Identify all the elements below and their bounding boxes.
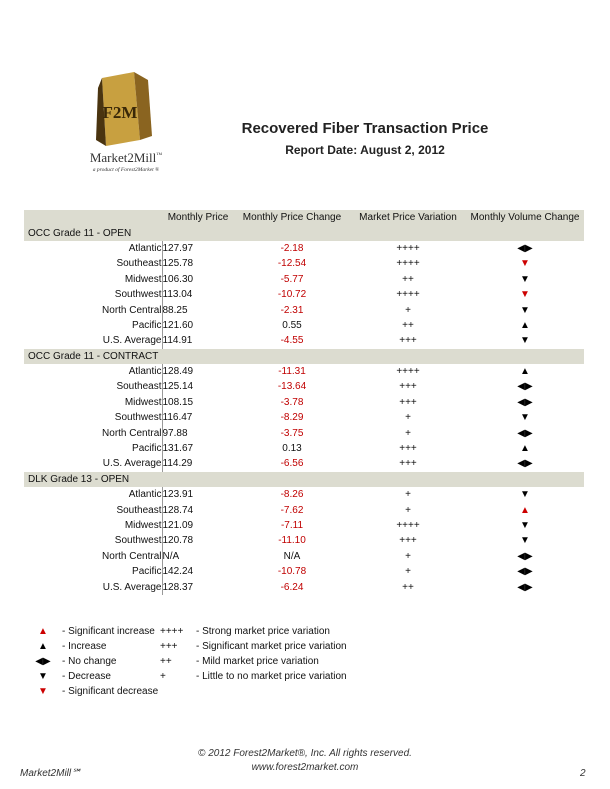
price-cell: 128.74 (162, 504, 194, 516)
region-cell: Southwest (24, 287, 162, 302)
variation-cell: + (405, 412, 411, 424)
decrease-icon: ▼ (520, 412, 530, 424)
table-row (24, 379, 584, 394)
significant-increase-icon: ▲ (520, 504, 530, 516)
col-monthly-price-change: Monthly Price Change (234, 210, 350, 225)
legend-symbol-significant-increase-icon: ▲ (38, 626, 48, 637)
price-cell: 106.30 (162, 273, 194, 285)
table-row (24, 502, 584, 517)
price-change-cell: -7.11 (280, 520, 304, 531)
legend-variation-code: + (160, 671, 166, 682)
no-change-icon: ◀▶ (517, 381, 533, 393)
table-body (24, 225, 584, 594)
price-cell: 88.25 (162, 304, 188, 316)
price-change-cell: -8.26 (280, 489, 304, 501)
variation-cell: ++ (402, 319, 414, 331)
legend-volume-label: - Significant decrease (62, 686, 159, 697)
page-title: Recovered Fiber Transaction Price (241, 120, 489, 137)
variation-cell: ++ (402, 581, 414, 593)
price-cell: 128.49 (162, 366, 194, 378)
variation-cell: + (405, 566, 411, 578)
variation-cell: +++ (399, 458, 417, 470)
no-change-icon: ◀▶ (517, 427, 533, 439)
price-change-cell: -11.31 (278, 366, 306, 378)
variation-cell: +++ (399, 335, 417, 347)
col-monthly-price: Monthly Price (162, 210, 234, 225)
variation-cell: ++++ (396, 289, 420, 301)
legend-variation-label: - Mild market price variation (196, 656, 319, 667)
table-row (24, 364, 584, 379)
no-change-icon: ◀▶ (517, 566, 533, 578)
table-row (24, 395, 584, 410)
region-cell: Pacific (24, 441, 162, 456)
no-change-icon: ◀▶ (517, 458, 533, 470)
region-cell: Southwest (24, 410, 162, 425)
region-cell: Pacific (24, 318, 162, 333)
region-cell: U.S. Average (24, 333, 162, 348)
region-cell: Southeast (24, 256, 162, 271)
variation-cell: ++ (402, 273, 414, 285)
section-title: OCC Grade 11 - OPEN (24, 225, 584, 240)
variation-cell: ++++ (396, 242, 420, 254)
price-change-cell: -10.78 (277, 566, 307, 578)
legend-variation-label: - Little to no market price variation (196, 671, 347, 682)
header-blank (24, 210, 162, 225)
region-cell: Midwest (24, 272, 162, 287)
price-cell: 123.91 (162, 489, 194, 501)
price-cell: 131.67 (162, 443, 194, 455)
no-change-icon: ◀▶ (517, 242, 533, 254)
increase-icon: ▲ (520, 319, 530, 331)
market2mill-logo (66, 70, 186, 188)
region-cell: North Central (24, 549, 162, 564)
page-number: 2 (580, 768, 586, 779)
variation-cell: + (405, 427, 411, 439)
table-row (24, 241, 584, 256)
logo-subtitle: a product of Forest2Market ® (92, 167, 160, 173)
no-change-icon: ◀▶ (517, 396, 533, 408)
legend-volume-label: - Increase (62, 641, 107, 652)
legend-symbol-decrease-icon: ▼ (38, 671, 48, 682)
no-change-icon: ◀▶ (517, 581, 533, 593)
decrease-icon: ▼ (520, 335, 530, 347)
increase-icon: ▲ (520, 443, 530, 455)
col-monthly-volume-change: Monthly Volume Change (466, 210, 584, 225)
price-change-cell: -7.62 (280, 504, 304, 516)
price-change-cell: 0.13 (282, 443, 302, 455)
table-row (24, 287, 584, 302)
table-row (24, 256, 584, 271)
section-title: OCC Grade 11 - CONTRACT (24, 349, 584, 364)
variation-cell: + (405, 489, 411, 501)
legend-variation-codes (160, 624, 200, 684)
table-row (24, 549, 584, 564)
variation-cell: +++ (399, 443, 417, 455)
price-cell: 125.78 (162, 258, 194, 270)
price-cell: 125.14 (162, 381, 194, 393)
decrease-icon: ▼ (520, 520, 530, 531)
region-cell: U.S. Average (24, 579, 162, 594)
decrease-icon: ▼ (520, 273, 530, 285)
col-market-price-variation: Market Price Variation (350, 210, 466, 225)
variation-cell: ++++ (396, 366, 420, 378)
increase-icon: ▲ (520, 366, 530, 378)
decrease-icon: ▼ (520, 535, 530, 547)
legend-variation-code: ++++ (160, 626, 184, 637)
table-row (24, 518, 584, 533)
price-cell: 114.91 (162, 335, 193, 347)
price-cell: 128.37 (162, 581, 194, 593)
logo-name: Market2Mill™ (89, 150, 163, 165)
price-change-cell: -3.78 (280, 396, 304, 408)
region-cell: U.S. Average (24, 456, 162, 471)
price-change-cell: -8.29 (280, 412, 304, 424)
table-row (24, 533, 584, 548)
legend-volume-label: - Decrease (62, 671, 111, 682)
table-row (24, 272, 584, 287)
price-change-cell: -4.55 (280, 335, 304, 347)
table-row (24, 441, 584, 456)
region-cell: Midwest (24, 518, 162, 533)
variation-cell: + (405, 550, 411, 562)
section-header-row (24, 472, 584, 487)
variation-cell: + (405, 304, 411, 316)
region-cell: North Central (24, 302, 162, 317)
variation-cell: + (405, 504, 411, 516)
legend-variation-code: ++ (160, 656, 172, 667)
price-change-cell: -13.64 (277, 381, 307, 393)
region-cell: Southwest (24, 533, 162, 548)
price-cell: 114.29 (162, 458, 193, 470)
price-change-cell: -2.31 (280, 304, 304, 316)
significant-decrease-icon: ▼ (520, 258, 530, 270)
price-cell: 120.78 (162, 535, 194, 547)
section-title: DLK Grade 13 - OPEN (24, 472, 584, 487)
variation-cell: ++++ (396, 258, 420, 270)
footer-copyright: © 2012 Forest2Market®, Inc. All rights reserved. (198, 748, 412, 759)
table-row (24, 333, 584, 348)
price-table (24, 210, 584, 595)
price-cell: 127.97 (162, 242, 194, 254)
variation-cell: +++ (399, 396, 417, 408)
table-row (24, 302, 584, 317)
price-cell: 116.47 (162, 412, 193, 424)
price-change-cell: -2.18 (280, 242, 304, 254)
decrease-icon: ▼ (520, 304, 530, 316)
legend-symbols (28, 624, 58, 699)
price-cell: 97.88 (162, 427, 188, 439)
legend-symbol-increase-icon: ▲ (38, 641, 48, 652)
price-change-cell: -6.56 (280, 458, 304, 470)
region-cell: Southeast (24, 502, 162, 517)
table-header-row (24, 210, 584, 225)
price-change-cell: -11.10 (278, 535, 306, 547)
variation-cell: +++ (399, 535, 417, 547)
region-cell: Midwest (24, 395, 162, 410)
report-date: Report Date: August 2, 2012 (285, 143, 445, 157)
region-cell: Southeast (24, 379, 162, 394)
table-row (24, 456, 584, 471)
table-row (24, 564, 584, 579)
variation-cell: ++++ (396, 520, 420, 531)
region-cell: Pacific (24, 564, 162, 579)
decrease-icon: ▼ (520, 489, 530, 501)
price-change-cell: -6.24 (280, 581, 304, 593)
no-change-icon: ◀▶ (517, 550, 533, 562)
price-cell: 108.15 (162, 396, 194, 408)
region-cell: Atlantic (24, 487, 162, 502)
emblem-text: F2M (102, 103, 138, 122)
table-row (24, 410, 584, 425)
legend-variation-label: - Significant market price variation (196, 641, 347, 652)
legend-volume-labels (62, 624, 172, 699)
legend-volume-label: - Significant increase (62, 626, 155, 637)
legend-symbol-significant-decrease-icon: ▼ (38, 686, 48, 697)
legend-symbol-no-change-icon: ◀▶ (35, 656, 51, 667)
price-cell: 121.09 (162, 520, 194, 531)
price-cell: N/A (162, 550, 180, 562)
table-row (24, 487, 584, 502)
f2m-emblem-icon (88, 70, 162, 148)
table-row (24, 318, 584, 333)
legend-variation-code: +++ (160, 641, 178, 652)
table-row (24, 579, 584, 594)
variation-cell: +++ (399, 381, 417, 393)
price-change-cell: 0.55 (282, 319, 302, 331)
price-change-cell: N/A (283, 550, 301, 562)
price-change-cell: -10.72 (277, 289, 307, 301)
footer-url: www.forest2market.com (251, 762, 359, 773)
section-header-row (24, 225, 584, 240)
significant-decrease-icon: ▼ (520, 289, 530, 301)
legend-variation-label: - Strong market price variation (196, 626, 330, 637)
price-cell: 121.60 (162, 319, 194, 331)
price-change-cell: -5.77 (280, 273, 304, 285)
legend-volume-label: - No change (62, 656, 117, 667)
region-cell: Atlantic (24, 364, 162, 379)
price-change-cell: -3.75 (280, 427, 304, 439)
region-cell: Atlantic (24, 241, 162, 256)
legend-variation-labels (196, 624, 396, 684)
footer-brand: Market2Mill℠ (20, 768, 82, 779)
price-cell: 113.04 (162, 289, 193, 301)
price-cell: 142.24 (162, 566, 194, 578)
section-header-row (24, 349, 584, 364)
table-row (24, 425, 584, 440)
region-cell: North Central (24, 425, 162, 440)
price-change-cell: -12.54 (277, 258, 307, 270)
